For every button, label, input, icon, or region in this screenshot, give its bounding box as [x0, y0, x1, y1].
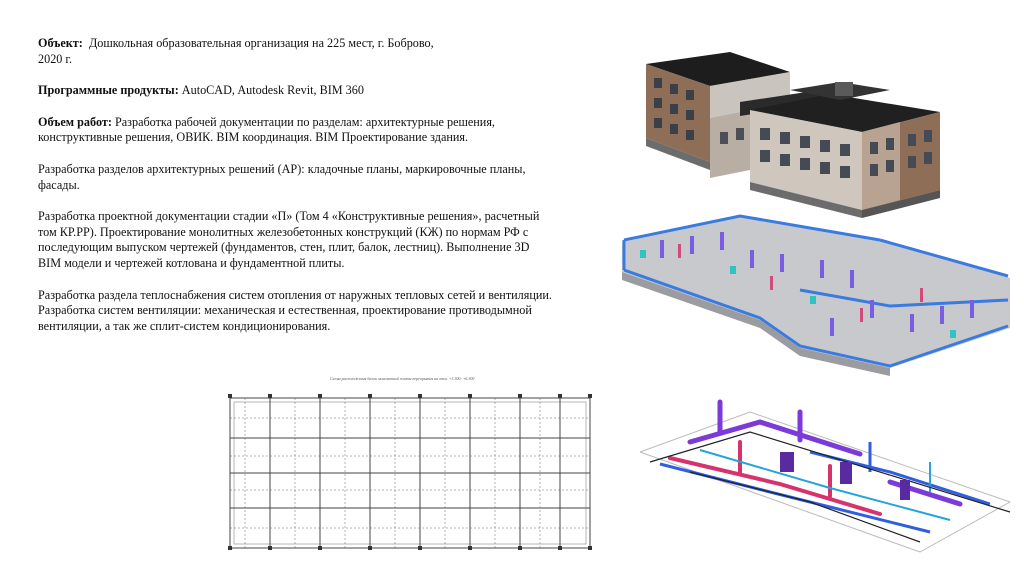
plan-caption: Схема расположения балок монолитной плиты перекрытия на отм. +3.300; +6.300: [330, 376, 475, 381]
hvac-line3: вентиляции, а так же сплит-систем кондиционирования.: [38, 318, 331, 333]
building-3d-render: [640, 42, 1010, 220]
hvac-line1: Разработка раздела теплоснабжения систем отопления от наружных тепловых сетей и вентиляции.: [38, 287, 552, 302]
hvac-paragraph: [38, 288, 598, 335]
hvac-line2: Разработка систем вентиляции: механическая и естественная, проектирование противодымной: [38, 303, 532, 318]
structural-model-illustration: [620, 210, 1010, 380]
hvac-model-3d: [630, 392, 1015, 562]
struct-line4: BIM модели и чертежей котлована и фундаментной плиты.: [38, 255, 345, 270]
scope-line2: конструктивные решения, ОВИК. BIM координация. BIM Проектирование здания.: [38, 130, 469, 145]
building-illustration: [640, 42, 1010, 220]
floor-plan-drawing: [210, 368, 600, 568]
software-value: AutoCAD, Autodesk Revit, BIM 360: [181, 83, 364, 98]
object-line2: 2020 г.: [38, 51, 73, 66]
struct-line1: Разработка проектной документации стадии «П» (Том 4 «Конструктивные решения», расчетный: [38, 209, 540, 224]
arch-paragraph: [38, 162, 598, 193]
hvac-model-illustration: [630, 392, 1015, 562]
struct-line3: последующим выпуском чертежей (фундаментов, стен, плит, балок, лестниц). Выполнение 3D: [38, 240, 530, 255]
object-paragraph: [38, 36, 598, 67]
struct-line2: том КР.РР). Проектирование монолитных железобетонных конструкций (КЖ) по нормам РФ с: [38, 224, 529, 239]
arch-line2: фасады.: [38, 177, 80, 192]
arch-line1: Разработка разделов архитектурных решений (АР): кладочные планы, маркировочные планы,: [38, 161, 526, 176]
structural-model-3d: [620, 210, 1010, 380]
software-paragraph: [38, 83, 598, 99]
scope-paragraph: [38, 115, 598, 146]
object-line1: Дошкольная образовательная организация на 225 мест, г. Боброво,: [88, 36, 434, 50]
software-label: Программные продукты:: [38, 83, 179, 98]
struct-paragraph: [38, 209, 598, 271]
project-description: [38, 36, 598, 350]
floor-plan-illustration: [210, 368, 600, 568]
scope-line1: Разработка рабочей документации по разделам: архитектурные решения,: [114, 114, 495, 129]
scope-label: Объем работ:: [38, 114, 112, 129]
object-label: Объект:: [38, 36, 83, 50]
